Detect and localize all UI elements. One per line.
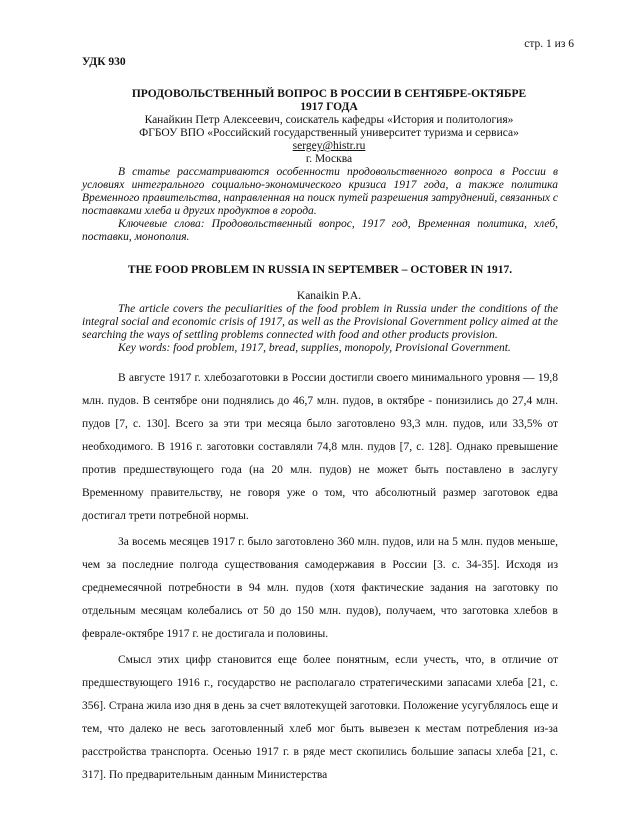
russian-abstract: В статье рассматриваются особенности продовольственного вопроса в России в условиях интегрального социально-экономического кризиса 1917 года, а также политика Временного правительства, направленная на поиск путей разрешения затруднений, связанных с поставками хлеба и других продуктов в города. — [82, 166, 558, 217]
russian-title — [82, 88, 558, 114]
email-line — [82, 140, 558, 153]
udc-code: УДК 930 — [82, 56, 126, 68]
author-email-link[interactable]: sergey@histr.ru — [292, 140, 366, 152]
english-title: THE FOOD PROBLEM IN RUSSIA IN SEPTEMBER – OCTOBER IN 1917. — [127, 264, 513, 276]
russian-author: Канайкин Петр Алексеевич, соискатель кафедры «История и политология» — [144, 114, 514, 126]
russian-title-line-1: ПРОДОВОЛЬСТВЕННЫЙ ВОПРОС В РОССИИ В СЕНТЯБРЕ-ОКТЯБРЕ — [131, 88, 527, 100]
body-paragraph-1: В августе 1917 г. хлебозаготовки в России достигли своего минимального уровня — 19,8 млн. пудов. В сентябре они поднялись до 46,7 млн. пудов, в октябре - понизились до 27,4 млн. пудов [7, с. 130]. Всего за эти три месяца было заготовлено 93,3 млн. пудов, или 33,5% от необходимого. В 1916 г. заготовки составляли 74,8 млн. пудов [7, с. 128]. Однако превышение против предшествующего года (на 20 млн. пудов) не может быть поставлено в заслугу Временному правительству, не говоря уже о том, что абсолютный размер заготовок едва достигал трети потребной нормы. — [82, 372, 558, 522]
russian-title-line-2: 1917 ГОДА — [300, 101, 358, 113]
russian-keywords: Ключевые слова: Продовольственный вопрос, 1917 год, Временная политика, хлеб, поставки, монополия. — [82, 218, 558, 243]
body-paragraph-3: Смысл этих цифр становится еще более понятным, если учесть, что, в отличие от предшествующего 1916 г., государство не располагало стратегическими запасами хлеба [21, с. 356]. Страна жила изо дня в день за счет вялотекущей заготовки. Положение усугублялось еще и тем, что далеко не весь заготовленный хлеб мог быть вывезен к местам потребления из-за расстройства транспорта. Осенью 1917 г. в ряде мест скопились большие запасы хлеба [21, с. 317]. По предварительным данным Министерства — [82, 654, 558, 781]
russian-city: г. Москва — [305, 153, 353, 165]
page-number: стр. 1 из 6 — [524, 38, 574, 50]
russian-affiliation: ФГБОУ ВПО «Российский государственный университет туризма и сервиса» — [139, 127, 519, 139]
english-author: Kanaikin P.A. — [296, 290, 362, 302]
english-abstract: The article covers the peculiarities of the food problem in Russia under the conditions of the integral social and economic crisis of 1917, as well as the Provisional Government policy aimed at the searching the ways of settling problems connected with food and other products provision. — [82, 303, 558, 341]
body-paragraph-2: За восемь месяцев 1917 г. было заготовлено 360 млн. пудов, или на 5 млн. пудов меньше, чем за последние полгода существования самодержавия в России [3. с. 34-35]. Исходя из среднемесячной потребности в 94 млн. пудов (хотя фактические задания на заготовку по отдельным месяцам колебались от 50 до 150 млн. пудов), получаем, что заготовка хлебов в феврале-октябре 1917 г. не достигала и половины. — [82, 536, 558, 640]
english-keywords: Key words: food problem, 1917, bread, supplies, monopoly, Provisional Government. — [118, 342, 511, 354]
